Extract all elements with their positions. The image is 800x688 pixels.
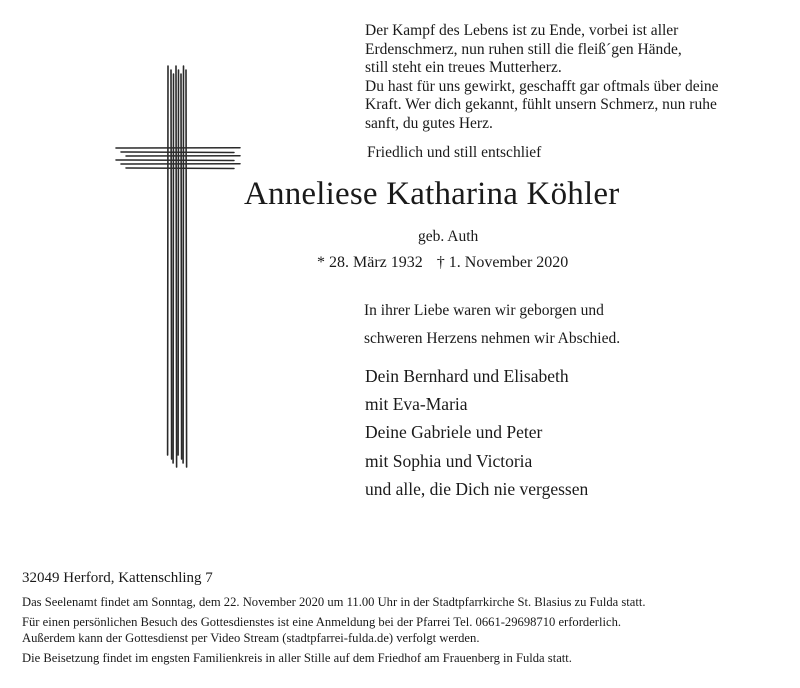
- deceased-name: Anneliese Katharina Köhler: [244, 176, 620, 212]
- poem-line: Kraft. Wer dich gekannt, fühlt unsern Schmerz, nun ruhe: [365, 96, 717, 114]
- poem-line: Du hast für uns gewirkt, geschafft gar oftmals über deine: [365, 77, 719, 95]
- poem-line: Erdenschmerz, nun ruhen still die fleiß´gen Hände,: [365, 40, 682, 58]
- mourner-line: Dein Bernhard und Elisabeth: [365, 366, 569, 386]
- mourner-line: mit Eva-Maria: [365, 394, 468, 415]
- mourner-line: und alle, die Dich nie vergessen: [365, 478, 589, 499]
- maiden-name: geb. Auth: [418, 228, 479, 245]
- death-date: † 1. November 2020: [436, 254, 569, 271]
- burial-note: Die Beisetzung findet im engsten Familienkreis in aller Stille auf dem Friedhof am Frauenberg in Fulda statt.: [22, 651, 572, 666]
- mourners-list: [365, 362, 588, 503]
- cross-icon: [110, 60, 250, 470]
- registration-note: Für einen persönlichen Besuch des Gottesdienstes ist eine Anmeldung bei der Pfarrei Tel. 0661-29698710 erforderlich.: [22, 615, 622, 630]
- mourner-line: Deine Gabriele und Peter: [365, 422, 543, 443]
- life-dates: [317, 254, 568, 272]
- intro-text: Friedlich und still entschlief: [367, 144, 542, 161]
- birth-date: * 28. März 1932: [317, 254, 423, 271]
- farewell-line: In ihrer Liebe waren wir geborgen und: [364, 302, 604, 319]
- poem-line: sanft, du gutes Herz.: [365, 114, 493, 132]
- video-stream-note: Außerdem kann der Gottesdienst per Video Stream (stadtpfarrei-fulda.de) verfolgt werden.: [22, 630, 480, 645]
- poem-line: Der Kampf des Lebens ist zu Ende, vorbei ist aller: [365, 22, 679, 39]
- service-notes: [22, 595, 646, 667]
- farewell-line: schweren Herzens nehmen wir Abschied.: [364, 330, 621, 347]
- address: 32049 Herford, Kattenschling 7: [22, 570, 213, 586]
- mourner-line: mit Sophia und Victoria: [365, 450, 533, 471]
- poem-line: still steht ein treues Mutterherz.: [365, 59, 562, 77]
- poem: [365, 22, 719, 134]
- requiem-note: Das Seelenamt findet am Sonntag, dem 22. November 2020 um 11.00 Uhr in der Stadtpfarrkirche St. Blasius zu Fulda statt.: [22, 595, 646, 609]
